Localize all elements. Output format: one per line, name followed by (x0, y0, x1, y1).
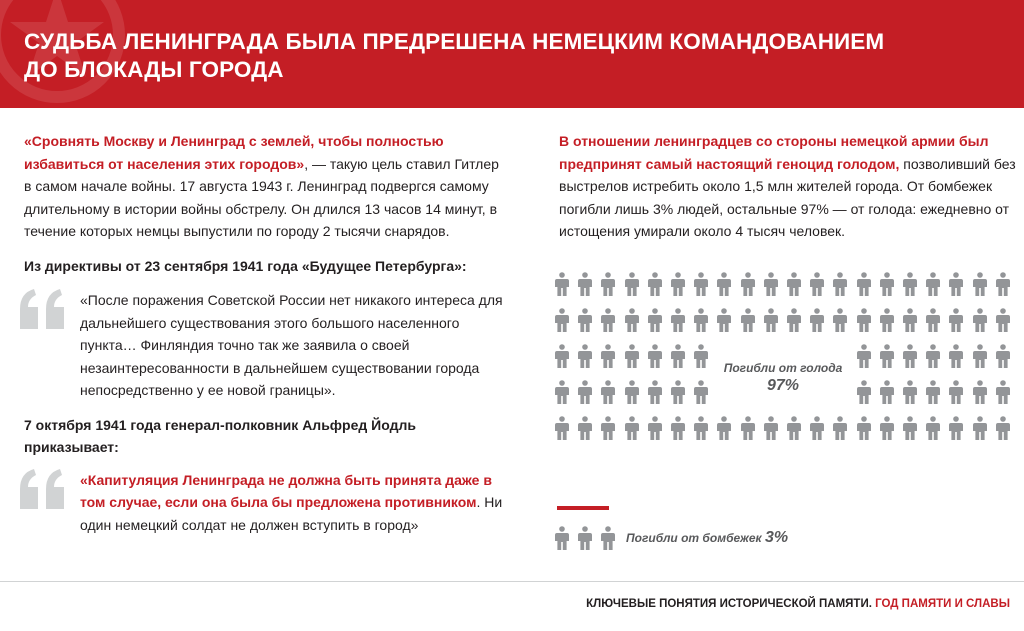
footer (586, 596, 1010, 612)
footer-text: КЛЮЧЕВЫЕ ПОНЯТИЯ ИСТОРИЧЕСКОЙ ПАМЯТИ. (586, 598, 876, 610)
order-heading: 7 октября 1941 года генерал-полковник Альфред Йодль приказывает: (24, 416, 416, 455)
hunger-percent: 97% (766, 377, 800, 394)
person-icon (670, 272, 686, 296)
person-icon (693, 380, 709, 404)
person-icon (554, 526, 570, 550)
person-icon (670, 344, 686, 368)
person-icon (902, 308, 918, 332)
person-icon (693, 344, 709, 368)
person-icon (740, 272, 756, 296)
person-icon (809, 416, 825, 440)
person-icon (577, 416, 593, 440)
person-icon (600, 526, 616, 550)
person-icon (809, 272, 825, 296)
person-icon (647, 272, 663, 296)
person-icon (554, 416, 570, 440)
person-icon (763, 308, 779, 332)
person-icon (925, 416, 941, 440)
person-icon (600, 272, 616, 296)
person-icon (670, 308, 686, 332)
person-icon (740, 416, 756, 440)
person-icon (925, 380, 941, 404)
intro-text: , — такую цель ставил Гитлер в самом начале войны. 17 августа 1943 г. Ленинград подвергся самому длительному в истории войны обстрелу. Он длился 13 часов 14 минут, в течение которых немцы выпустили по городу 2 тысячи снарядов. (24, 155, 499, 239)
left-column (24, 130, 509, 536)
order-quote (80, 469, 509, 537)
person-icon (600, 380, 616, 404)
person-icon (972, 380, 988, 404)
person-icon (554, 272, 570, 296)
person-icon (948, 416, 964, 440)
person-icon (647, 416, 663, 440)
person-icon (740, 308, 756, 332)
genocide-text: позволивший без выстрелов истребить около 1,5 млн жителей города. От бомбежек погибли лишь 3% людей, остальные 97% — от голода: ежедневно от истощения умирали около 4 тысяч человек. (559, 155, 1016, 239)
footer-divider (0, 581, 1024, 582)
order-quote-block (24, 469, 509, 537)
quote-mark-icon (16, 465, 70, 513)
person-icon (902, 380, 918, 404)
person-icon (809, 308, 825, 332)
person-icon (763, 272, 779, 296)
directive-quote: «После поражения Советской России нет никакого интереса для дальнейшего существования этого большого населенного пункта… Финляндия точно так же заявила о своей незаинтересованности в дальнейшем существовании города непосредственно у ее новой границы». (80, 292, 503, 398)
person-icon (902, 344, 918, 368)
person-icon (972, 272, 988, 296)
person-icon (693, 308, 709, 332)
person-icon (647, 344, 663, 368)
person-icon (624, 380, 640, 404)
person-icon (879, 344, 895, 368)
hitler-quote: «Сровнять Москву и Ленинград с землей, чтобы полностью избавиться от населения этих городов» (24, 133, 444, 172)
person-icon (600, 344, 616, 368)
person-icon (902, 416, 918, 440)
person-icon (948, 380, 964, 404)
bomb-percent: 3% (764, 529, 789, 546)
divider-red-line (557, 506, 609, 510)
person-icon (879, 308, 895, 332)
person-icon (693, 416, 709, 440)
person-icon (856, 416, 872, 440)
person-icon (856, 272, 872, 296)
person-icon (879, 416, 895, 440)
person-icon (624, 416, 640, 440)
person-icon (786, 308, 802, 332)
person-icon (925, 272, 941, 296)
person-icon (577, 272, 593, 296)
page-title-line-2: ДО БЛОКАДЫ ГОРОДА (24, 57, 284, 82)
hunger-label (716, 360, 850, 396)
person-icon (995, 308, 1011, 332)
person-icon (647, 380, 663, 404)
person-icon (995, 272, 1011, 296)
bomb-label-text: Погибли от бомбежек (626, 531, 762, 545)
person-icon (902, 272, 918, 296)
page-title-line-1: СУДЬБА ЛЕНИНГРАДА БЫЛА ПРЕДРЕШЕНА НЕМЕЦКИМ КОМАНДОВАНИЕМ (24, 29, 885, 54)
hunger-label-text: Погибли от голода (723, 361, 843, 375)
person-icon (577, 344, 593, 368)
bomb-label (626, 529, 788, 547)
person-icon (554, 308, 570, 332)
person-icon (554, 344, 570, 368)
genocide-highlight: В отношении ленинградцев со стороны немецкой армии был предпринят самый настоящий геноцид голодом, (559, 133, 989, 172)
person-icon (716, 308, 732, 332)
person-icon (972, 308, 988, 332)
person-icon (647, 308, 663, 332)
directive-heading: Из директивы от 23 сентября 1941 года «Будущее Петербурга»: (24, 257, 467, 274)
person-icon (577, 526, 593, 550)
person-icon (995, 416, 1011, 440)
person-icon (600, 308, 616, 332)
person-icon (832, 272, 848, 296)
person-icon (716, 272, 732, 296)
person-icon (577, 308, 593, 332)
bomb-people-grid (554, 526, 624, 552)
person-icon (856, 308, 872, 332)
header-banner (0, 0, 1024, 108)
person-icon (716, 416, 732, 440)
intro-paragraph (24, 130, 509, 243)
footer-highlight: ГОД ПАМЯТИ И СЛАВЫ (875, 598, 1010, 610)
person-icon (600, 416, 616, 440)
order-quote-rest: . Ни один немецкий солдат не должен вступить в город» (80, 494, 503, 533)
person-icon (832, 416, 848, 440)
order-quote-highlight: «Капитуляция Ленинграда не должна быть принята даже в том случае, если она была бы предложена противником (80, 471, 492, 510)
person-icon (879, 380, 895, 404)
person-icon (577, 380, 593, 404)
person-icon (948, 308, 964, 332)
directive-quote-block (24, 289, 509, 402)
person-icon (972, 344, 988, 368)
person-icon (856, 344, 872, 368)
genocide-paragraph (559, 130, 1019, 243)
person-icon (554, 380, 570, 404)
person-icon (624, 344, 640, 368)
right-column (559, 130, 1019, 243)
person-icon (670, 380, 686, 404)
person-icon (925, 344, 941, 368)
person-icon (948, 344, 964, 368)
page-title (24, 28, 984, 84)
person-icon (948, 272, 964, 296)
person-icon (763, 416, 779, 440)
person-icon (995, 380, 1011, 404)
quote-mark-icon (16, 285, 70, 333)
person-icon (693, 272, 709, 296)
person-icon (856, 380, 872, 404)
person-icon (624, 308, 640, 332)
person-icon (879, 272, 895, 296)
person-icon (786, 416, 802, 440)
person-icon (832, 308, 848, 332)
person-icon (925, 308, 941, 332)
person-icon (786, 272, 802, 296)
person-icon (670, 416, 686, 440)
person-icon (624, 272, 640, 296)
person-icon (995, 344, 1011, 368)
person-icon (972, 416, 988, 440)
